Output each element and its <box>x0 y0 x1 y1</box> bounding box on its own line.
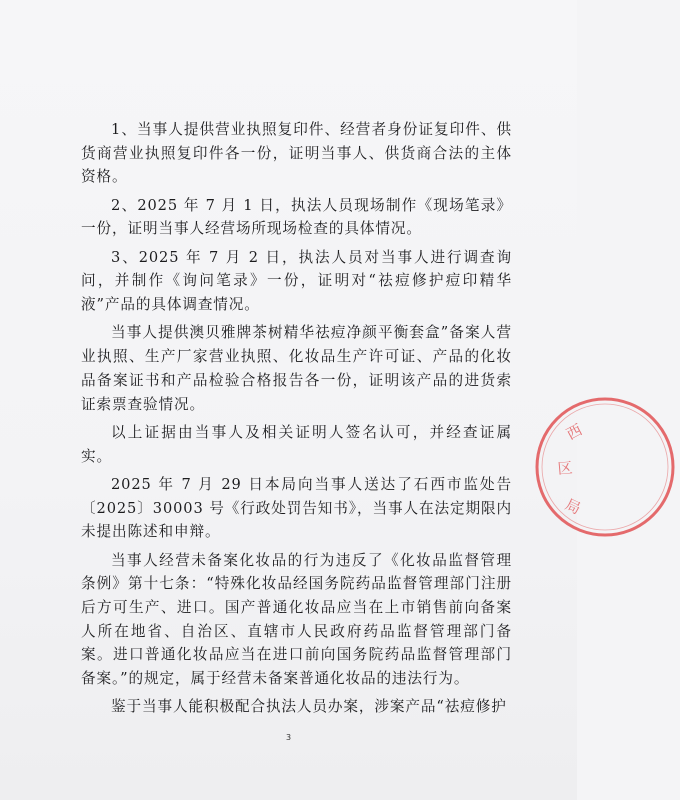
violation-statement: 当事人经营未备案化妆品的行为违反了《化妆品监督管理条例》第十七条：“特殊化妆品经国务院药品监督管理部门注册后方可生产、进口。国产普通化妆品应当在上市销售前向备案人所在地省、自治区、直辖市人民政府药品监督管理部门备案。进口普通化妆品应当在进口前向国务院药品监督管理部门备案。”的规定，属于经营未备案普通化妆品的违法行为。 <box>81 551 512 688</box>
page-number: 3 <box>285 733 292 742</box>
evidence-item-2: 2、2025 年 7 月 1 日，执法人员现场制作《现场笔录》一份，证明当事人经营场所现场检查的具体情况。 <box>81 196 512 238</box>
evidence-item-3: 3、2025 年 7 月 2 日，执法人员对当事人进行调查询问，并制作《询问笔录》一份，证明对“祛痘修护痘印精华液”产品的具体调查情况。 <box>81 248 512 314</box>
seal-char-2: 区 <box>556 458 574 478</box>
seal-char-1: 西 <box>563 420 586 444</box>
evidence-supplier-documents: 当事人提供澳贝雅牌茶树精华祛痘净颜平衡套盒”备案人营业执照、生产厂家营业执照、化妆品生产许可证、产品的化妆品备案证书和产品检验合格报告各一份，证明该产品的进货索证索票查验情况。 <box>81 324 512 413</box>
evidence-item-1: 1、当事人提供营业执照复印件、经营者身份证复印件、供货商营业执照复印件各一份，证明当事人、供货商合法的主体资格。 <box>81 121 512 186</box>
notice-delivery: 2025 年 7 月 29 日本局向当事人送达了石西市监处告〔2025〕30003 号《行政处罚告知书》，当事人在法定期限内未提出陈述和申辩。 <box>81 475 512 541</box>
evidence-verification: 以上证据由当事人及相关证明人签名认可，并经查证属实。 <box>81 423 512 465</box>
official-seal-stamp <box>530 392 680 542</box>
document-body <box>81 118 512 724</box>
mitigation-statement: 鉴于当事人能积极配合执法人员办案，涉案产品“祛痘修护 <box>111 698 507 716</box>
seal-char-3: 局 <box>562 495 584 518</box>
